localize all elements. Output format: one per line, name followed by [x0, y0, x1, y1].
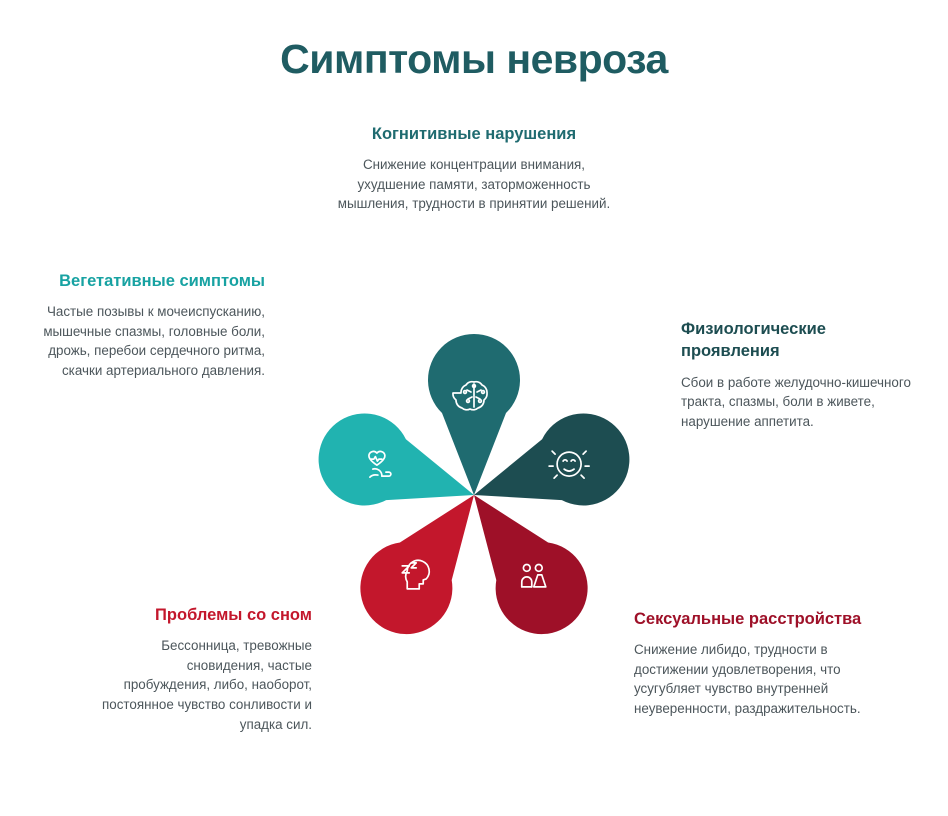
section-cognitive	[334, 123, 614, 214]
section-sleep-heading: Проблемы со сном	[155, 606, 312, 624]
section-vegetative	[35, 270, 265, 381]
section-physiological-heading: Физиологические проявления	[681, 320, 826, 361]
section-sexual-body: Снижение либидо, трудности в достижении удовлетворения, что усугубляет чувство внутренней неуверенности, раздражительность.	[634, 642, 861, 716]
page-title: Симптомы невроза	[280, 36, 668, 82]
section-physiological	[681, 318, 913, 431]
section-cognitive-heading: Когнитивные нарушения	[371, 125, 577, 143]
section-sexual	[634, 608, 866, 719]
petal-diagram	[274, 295, 674, 695]
section-cognitive-body: Снижение концентрации внимания, ухудшение памяти, заторможенность мышления, трудности в принятии решений.	[337, 157, 611, 212]
section-sexual-heading: Сексуальные расстройства	[634, 610, 862, 628]
section-sleep-body: Бессонница, тревожные сновидения, частые пробуждения, либо, наоборот, постоянное чувство сонливости и упадка сил.	[102, 638, 312, 732]
section-vegetative-heading: Вегетативные симптомы	[59, 272, 265, 290]
section-vegetative-body: Частые позывы к мочеиспусканию, мышечные спазмы, головные боли, дрожь, перебои сердечного ритма, скачки артериального давления.	[43, 304, 265, 378]
section-physiological-body: Сбои в работе желудочно-кишечного тракта, спазмы, боли в живете, нарушение аппетита.	[681, 374, 911, 429]
section-sleep	[102, 604, 312, 734]
